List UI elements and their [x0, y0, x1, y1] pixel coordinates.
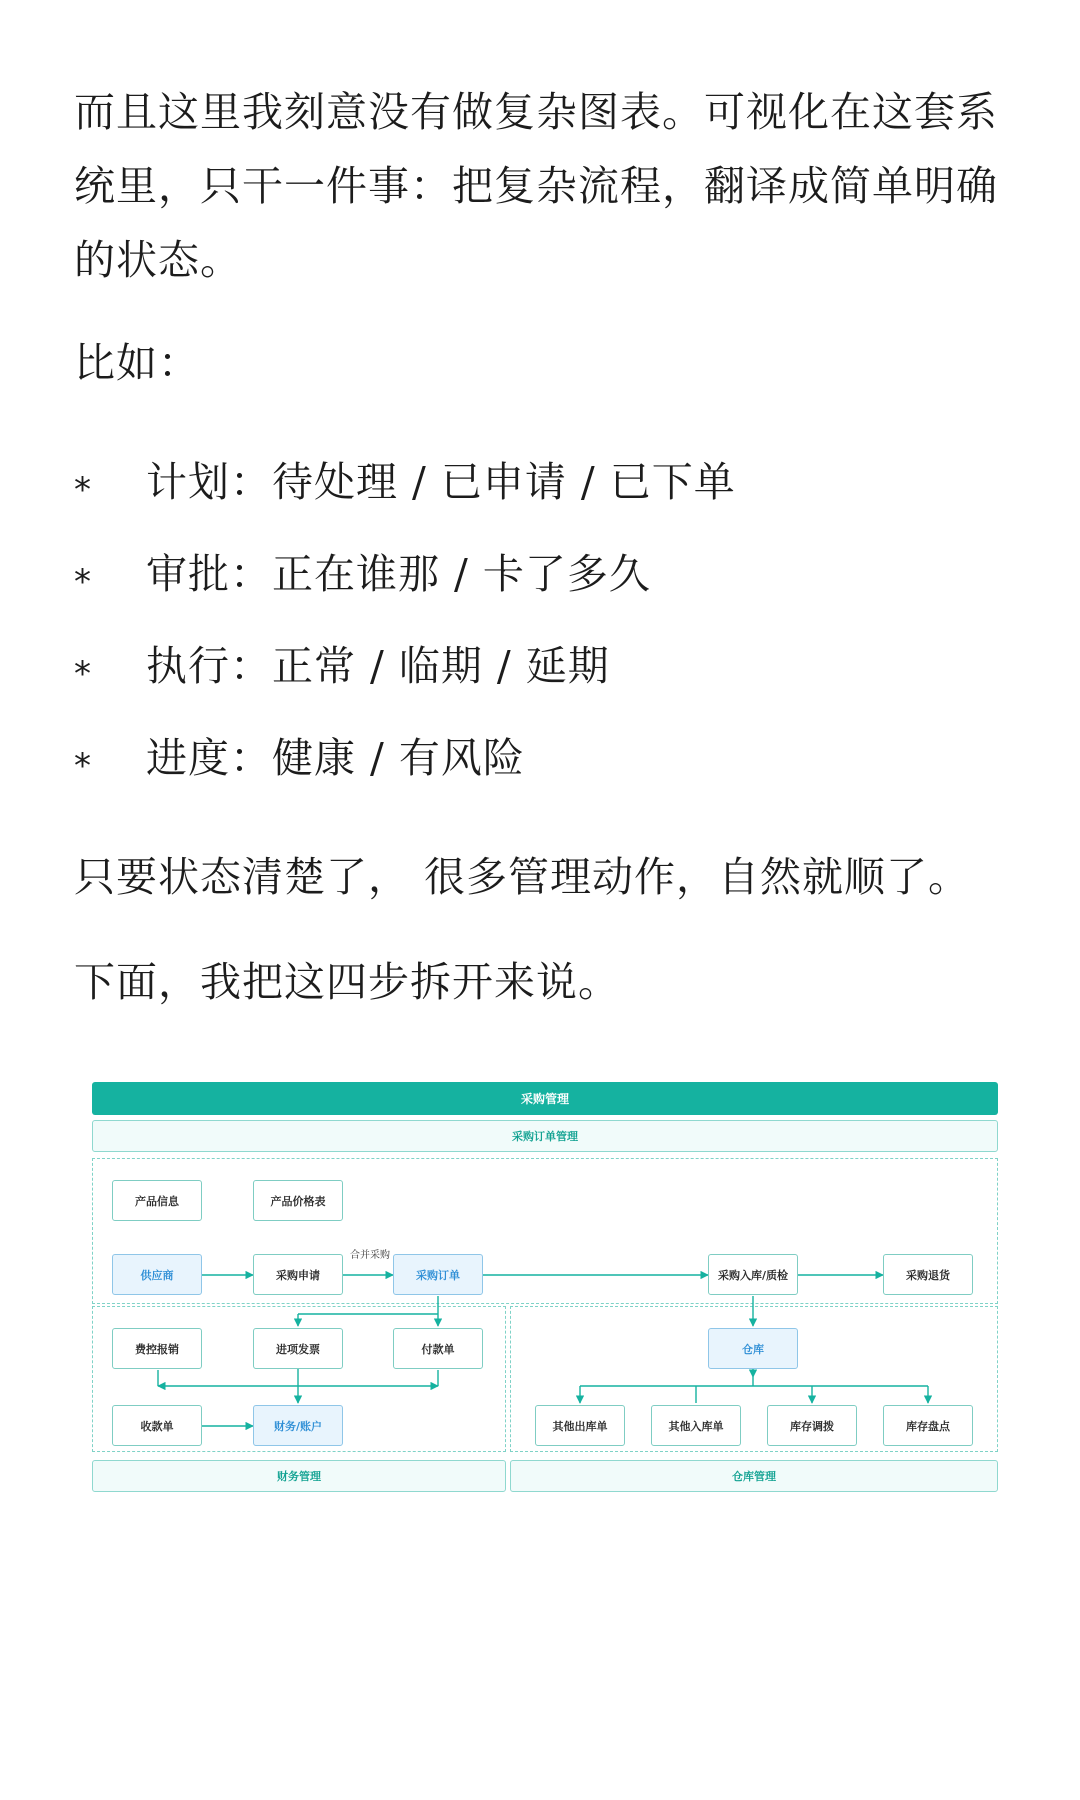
- node-purchase-order: 采购订单: [393, 1254, 483, 1295]
- node-purchase-request: 采购申请: [253, 1254, 343, 1295]
- bullet-text: 审批：正在谁那 / 卡了多久: [146, 550, 651, 598]
- procurement-diagram: [92, 1082, 998, 1494]
- warehouse-section-label: 仓库管理: [510, 1460, 998, 1492]
- node-transfer: 库存调拨: [767, 1405, 857, 1446]
- bullet-marker: *: [74, 654, 92, 694]
- bullet-text: 执行：正常 / 临期 / 延期: [146, 642, 610, 690]
- next-paragraph: 下面，我把这四步拆开来说。: [74, 958, 620, 1006]
- node-other-inbound: 其他入库单: [651, 1405, 741, 1446]
- order-section-label: 采购订单管理: [92, 1120, 998, 1152]
- finance-section-label: 财务管理: [92, 1460, 506, 1492]
- bullet-marker: *: [74, 746, 92, 786]
- bullet-text: 计划：待处理 / 已申请 / 已下单: [146, 458, 736, 506]
- node-receipt: 收款单: [112, 1405, 202, 1446]
- node-payment: 付款单: [393, 1328, 483, 1369]
- node-price-list: 产品价格表: [253, 1180, 343, 1221]
- node-other-outbound: 其他出库单: [535, 1405, 625, 1446]
- intro-paragraph: 而且这里我刻意没有做复杂图表。可视化在这套系统里，只干一件事：把复杂流程，翻译成简单明确的状态。: [74, 88, 998, 284]
- merge-purchase-label: 合并采购: [350, 1250, 390, 1261]
- bullet-marker: *: [74, 562, 92, 602]
- node-inbound-qc: 采购入库/质检: [708, 1254, 798, 1295]
- node-expense: 费控报销: [112, 1328, 202, 1369]
- bullet-text: 进度：健康 / 有风险: [146, 734, 525, 782]
- node-input-invoice: 进项发票: [253, 1328, 343, 1369]
- node-supplier: 供应商: [112, 1254, 202, 1295]
- bullet-marker: *: [74, 470, 92, 510]
- node-product-info: 产品信息: [112, 1180, 202, 1221]
- diagram-title: 采购管理: [92, 1082, 998, 1115]
- node-warehouse: 仓库: [708, 1328, 798, 1369]
- node-purchase-return: 采购退货: [883, 1254, 973, 1295]
- node-finance-account: 财务/账户: [253, 1405, 343, 1446]
- conclusion-paragraph: 只要状态清楚了， 很多管理动作，自然就顺了。: [74, 853, 971, 901]
- node-stocktake: 库存盘点: [883, 1405, 973, 1446]
- for-example-label: 比如：: [74, 339, 200, 387]
